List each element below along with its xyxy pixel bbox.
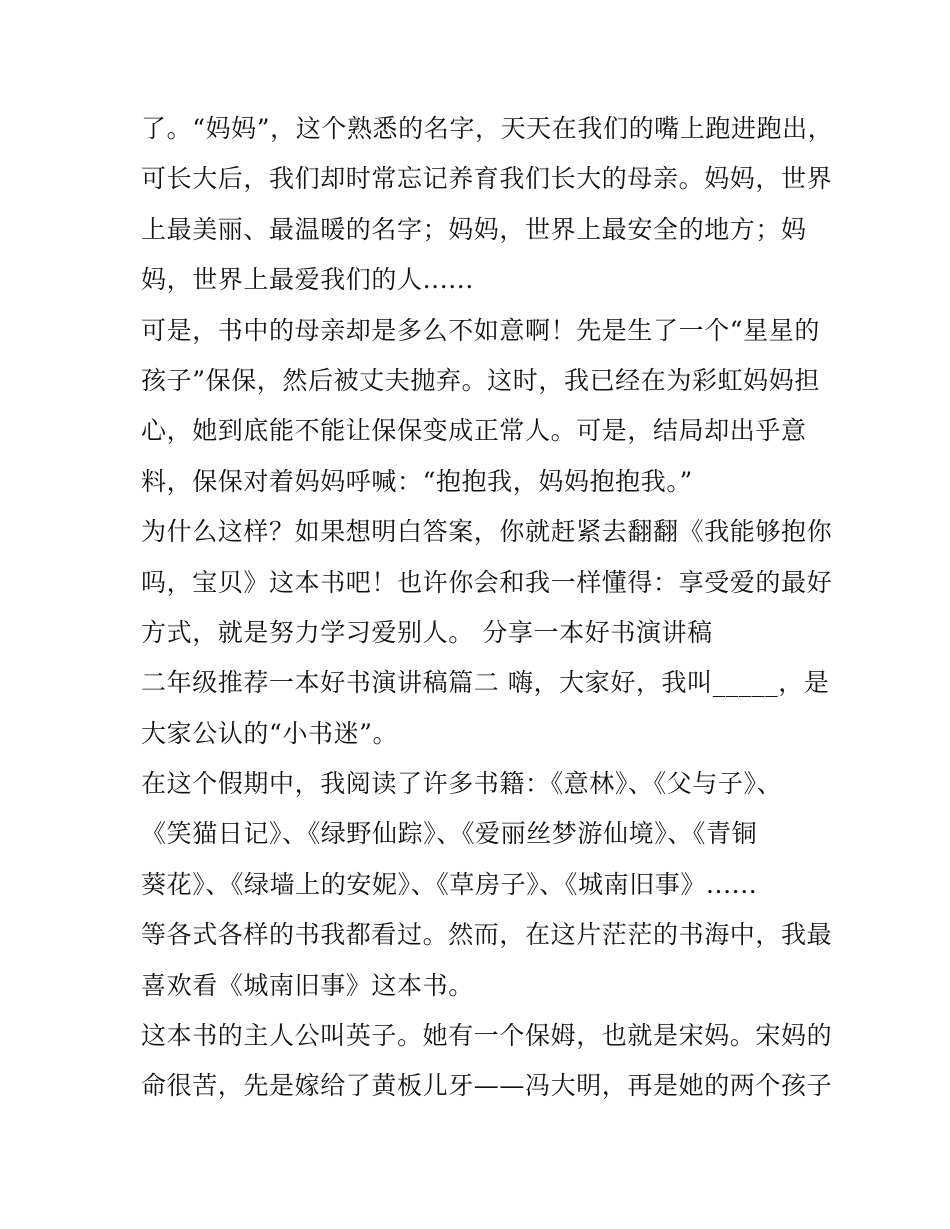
text-line: 料，保保对着妈妈呼喊：“抱抱我，妈妈抱抱我。”: [141, 466, 693, 496]
text-line: 孩子”保保，然后被丈夫抛弃。这时，我已经在为彩虹妈妈担: [141, 365, 820, 395]
text-line: 二年级推荐一本好书演讲稿篇二 嗨，大家好，我叫_____，是: [141, 668, 830, 698]
text-line: 了。“妈妈”，这个熟悉的名字，天天在我们的嘴上跑进跑出，: [141, 114, 834, 143]
text-line: 在这个假期中，我阅读了许多书籍：《意林》、《父与子》、: [141, 769, 783, 799]
text-line: 这本书的主人公叫英子。她有一个保姆，也就是宋妈。宋妈的: [141, 1021, 833, 1051]
document-body: [141, 104, 834, 1112]
text-line: 吗，宝贝》这本书吧！也许你会和我一样懂得：享受爱的最好: [141, 567, 833, 597]
text-line: 喜欢看《城南旧事》这本书。: [141, 970, 474, 1000]
text-line: 上最美丽、最温暖的名字；妈妈，世界上最安全的地方；妈: [141, 214, 807, 244]
text-line: 等各式各样的书我都看过。然而，在这片茫茫的书海中，我最: [141, 920, 833, 950]
text-line: 葵花》、《绿墙上的安妮》、《草房子》、《城南旧事》......: [141, 869, 758, 899]
text-line: 大家公认的“小书迷”。: [141, 718, 399, 748]
text-line: 可是，书中的母亲却是多么不如意啊！先是生了一个“星星的: [141, 315, 820, 345]
text-line: 妈，世界上最爱我们的人......: [141, 265, 474, 295]
text-line: 心，她到底能不能让保保变成正常人。可是，结局却出乎意: [141, 416, 807, 446]
text-line: 方式，就是努力学习爱别人。 分享一本好书演讲稿: [141, 617, 713, 647]
text-line: 《笑猫日记》、《绿野仙踪》、《爱丽丝梦游仙境》、《青铜: [141, 819, 758, 849]
text-line: 为什么这样？如果想明白答案，你就赶紧去翻翻《我能够抱你: [141, 517, 833, 547]
text-line: 命很苦，先是嫁给了黄板儿牙——冯大明，再是她的两个孩子: [141, 1071, 833, 1101]
text-line: 可长大后，我们却时常忘记养育我们长大的母亲。妈妈，世界: [141, 164, 833, 194]
